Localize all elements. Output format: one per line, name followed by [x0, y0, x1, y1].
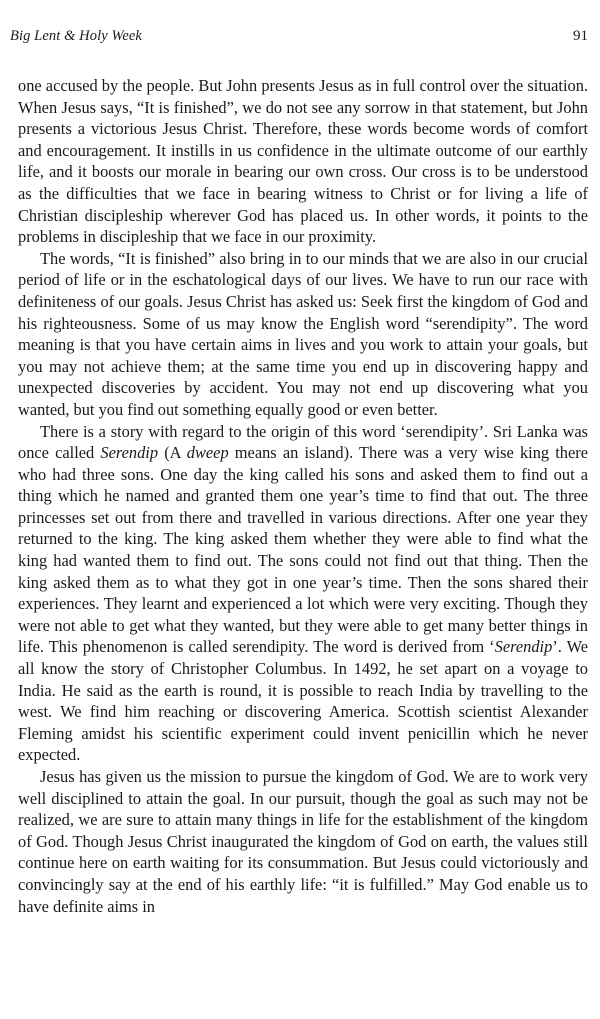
paragraph-2	[18, 248, 588, 421]
running-head: Big Lent & Holy Week	[10, 28, 142, 44]
body-text	[18, 75, 588, 917]
paragraph-4	[18, 766, 588, 917]
italic-term-serendip: Serendip	[100, 443, 159, 463]
paragraph-3	[18, 421, 588, 767]
page-number: 91	[573, 28, 588, 44]
italic-term-dweep: dweep	[186, 443, 229, 463]
paragraph-text: means an island). There was a very wise king there who had three sons. One day the king called his sons and asked them to find out a thing which he named and granted them one year’s time to find that out. The three princesses set out from there and travelled in various directions. After one year they returned to the king. The king asked them whether they were able to find what the king had wanted them to find out. The sons could not find out that thing. Then the king asked them as to what they got in one year’s time. Then the sons shared their experiences. They learnt and experienced a lot which were very exciting. Though they were not able to get what they wanted, but they were able to get many better things in life. This phenomenon is called serendipity. The word is derived from ‘	[18, 443, 589, 657]
paragraph-1	[18, 75, 588, 248]
paragraph-text: ’. We all know the story of Christopher Columbus. In 1492, he set apart on a voyage to India. He said as the earth is round, it is possible to reach India by travelling to the west. We find him reaching or discovering America. Scottish scientist Alexander Fleming amidst his scientific experiment could invent penicillin which he never expected.	[18, 637, 589, 765]
paragraph-text: There is a story with regard to the origin of this word ‘serendipity’. Sri Lanka was once called	[18, 421, 588, 463]
paragraph-text: The words, “It is finished” also bring in to our minds that we are also in our crucial period of life or in the eschatological days of our lives. We have to run our race with definiteness of our goals. Jesus Christ has asked us: Seek first the kingdom of God and his righteousness. Some of us may know the English word “serendipity”. The word meaning is that you have certain aims in lives and you work to attain your goals, but you may not achieve them; at the same time you end up in discovering happy and unexpected discoveries by accident. You may not end up discovering what you wanted, but you find out something equally good or even better.	[18, 248, 588, 419]
italic-term-serendip: Serendip	[494, 637, 553, 657]
paragraph-text: (A	[158, 443, 187, 463]
paragraph-text: one accused by the people. But John presents Jesus as in full control over the situation. When Jesus says, “It is finished”, we do not see any sorrow in that statement, but John presents a victorious Jesus Christ. Therefore, these words become words of comfort and encouragement. It instills in us confidence in the ultimate outcome of our earthly life, and it boosts our morale in bearing our own cross. Our cross is to be understood as the difficulties that we face in bearing witness to Christ or for living a life of Christian discipleship wherever God has placed us. In other words, it points to the problems in discipleship that we face in our proximity.	[18, 76, 588, 247]
paragraph-text: Jesus has given us the mission to pursue the kingdom of God. We are to work very well disciplined to attain the goal. In our pursuit, though the goal as such may not be realized, we are sure to attain many things in life for the establishment of the kingdom of God. Though Jesus Christ inaugurated the kingdom of God on earth, the values still continue here on earth waiting for its consummation. But Jesus could victoriously and convincingly say at the end of his earthly life: “it is fulfilled.” May God enable us to have definite aims in	[18, 767, 588, 916]
